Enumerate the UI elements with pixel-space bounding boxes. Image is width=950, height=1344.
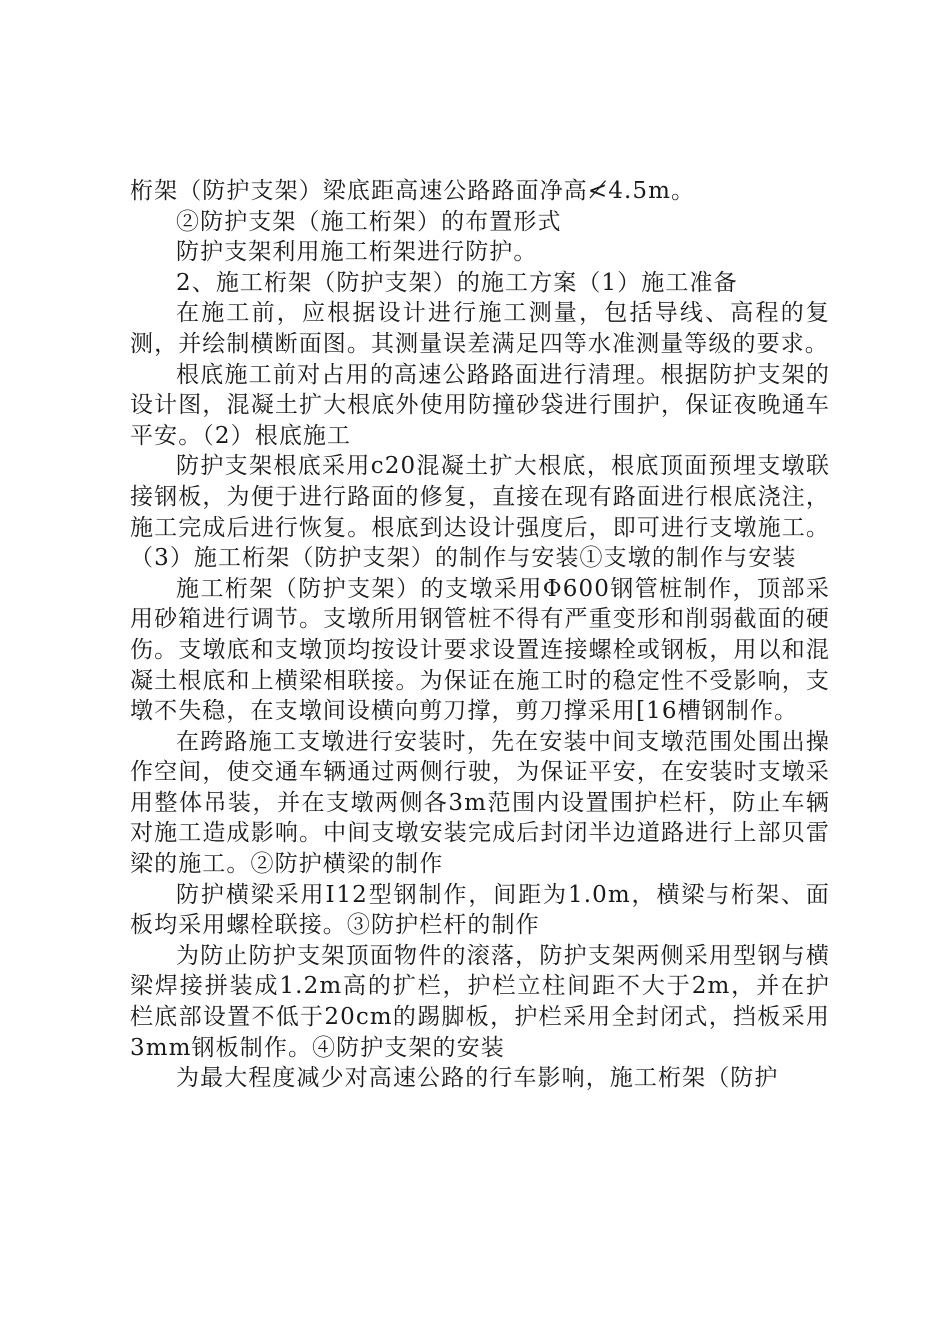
paragraph: 桁架（防护支架）梁底距高速公路路面净高≮4.5m。 [130,178,696,204]
paragraph: 在施工前，应根据设计进行施工测量，包括导线、高程的复测，并绘制横断面图。其测量误差满足四等水准测量等级的要求。 [130,300,830,357]
paragraph: 2、施工桁架（防护支架）的施工方案（1）施工准备 [176,269,738,296]
document-body [130,176,830,1094]
paragraph: 防护支架利用施工桁架进行防护。 [176,239,538,266]
paragraph: 防护支架根底采用c20混凝土扩大根底，根底顶面预埋支墩联接钢板，为便于进行路面的修复，直接在现有路面进行根底浇注，施工完成后进行恢复。根底到达设计强度后，即可进行支墩施工。（3）施工桁架（防护支架）的制作与安装①支墩的制作与安装 [130,453,830,572]
paragraph: 根底施工前对占用的高速公路路面进行清理。根据防护支架的设计图，混凝土扩大根底外使用防撞砂袋进行围护，保证夜晚通车平安。（2）根底施工 [130,361,830,449]
paragraph: 为防止防护支架顶面物件的滚落，防护支架两侧采用型钢与横梁焊接拼装成1.2m高的扩栏，护栏立柱间距不大于2m，并在护栏底部设置不低于20cm的踢脚板，护栏采用全封闭式，挡板采用3mm钢板制作。④防护支架的安装 [130,942,830,1061]
paragraph: 施工桁架（防护支架）的支墩采用Φ600钢管桩制作，顶部采用砂箱进行调节。支墩所用钢管桩不得有严重变形和削弱截面的硬伤。支墩底和支墩顶均按设计要求设置连接螺栓或钢板，用以和混凝土根底和上横梁相联接。为保证在施工时的稳定性不受影响，支墩不失稳，在支墩间设横向剪刀撑，剪刀撑采用[16槽钢制作。 [130,575,830,725]
paragraph: 在跨路施工支墩进行安装时，先在安装中间支墩范围处围出操作空间，使交通车辆通过两侧行驶，为保证平安，在安装时支墩采用整体吊装，并在支墩两侧各3m范围内设置围护栏杆，防止车辆对施工造成影响。中间支墩安装完成后封闭半边道路进行上部贝雷梁的施工。②防护横梁的制作 [130,728,830,878]
paragraph: 防护横梁采用Ⅰ12型钢制作，间距为1.0m，横梁与桁架、面板均采用螺栓联接。③防护栏杆的制作 [130,881,830,939]
paragraph: 为最大程度减少对高速公路的行车影响，施工桁架（防护 [176,1065,779,1092]
paragraph: ②防护支架（施工桁架）的布置形式 [176,208,562,235]
